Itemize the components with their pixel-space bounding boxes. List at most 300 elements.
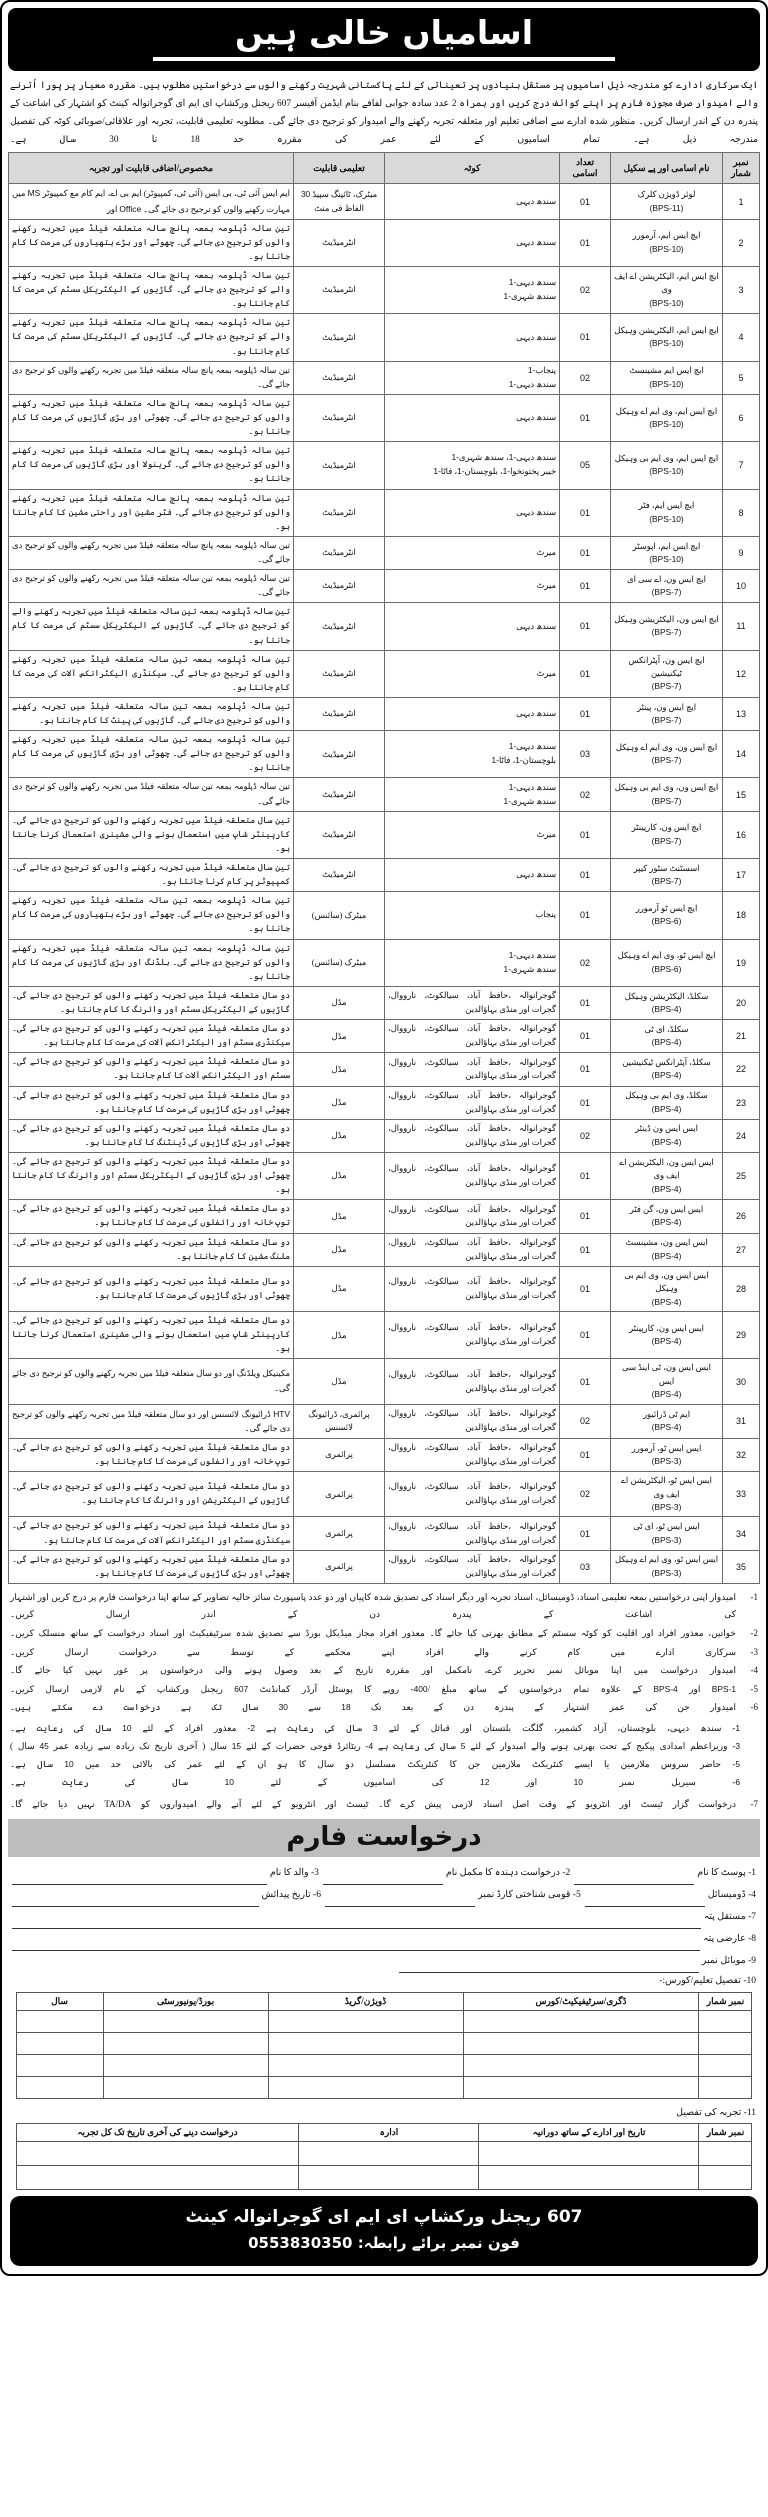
cell-quota: گوجرانوالہ ،حافظ آباد، سیالکوٹ، نارووال، گجرات اور منڈی بہاؤالدین: [385, 986, 560, 1019]
cell-education: مڈل: [294, 1053, 385, 1086]
cell-experience: تین سالہ ڈپلومہ بمعہ تین سالہ متعلقہ فیلڈ میں تجربہ رکھنے والوں کو ترجیح دی جائے گی۔ بلڈنگ اور بڑی گاڑیوں کی مرمت کا کام جانتا ہو۔: [9, 939, 294, 986]
cell-post-name: ایچ ایس ایم، آرمورر (BPS-10): [611, 219, 723, 266]
cell-post-name: ایچ ایس ایم، اپوسٹر (BPS-10): [611, 536, 723, 569]
cell-quota: میرٹ: [385, 536, 560, 569]
form-row-3: [8, 1907, 760, 1929]
cell-serial: 29: [723, 1312, 760, 1359]
table-row: [9, 986, 760, 1019]
cell-post-name: ایچ ایس ایم، وی ایم اے وہیکل (BPS-10): [611, 394, 723, 441]
cell-post-name: ایچ ایس ایم مشینسٹ (BPS-10): [611, 361, 723, 394]
cell-quota: سندھ دیہی: [385, 489, 560, 536]
cell-post-name: ایس ایس ون، مشینسٹ (BPS-4): [611, 1233, 723, 1266]
header-banner: [8, 8, 760, 71]
cell-experience: دو سال متعلقہ فیلڈ میں تجربہ رکھنے والوں کو ترجیح دی جائے گی۔ چھوٹی اور بڑی گاڑیوں کی مرمت کا کام جانتا ہو۔: [9, 1266, 294, 1311]
cell-serial: 26: [723, 1200, 760, 1233]
cell-post-name: ایچ ایس ون، وی ایم اے وہیکل (BPS-7): [611, 731, 723, 778]
cell-experience: تین سالہ ڈپلومہ بمعہ پانچ سالہ متعلقہ فیلڈ میں تجربہ رکھنے والے کو ترجیح دی جائے گی۔ گاڑیوں کے الیکٹریکل سسٹم کی مرمت کا کام جانتا ہو۔: [9, 314, 294, 361]
cell-count: 02: [560, 1472, 611, 1517]
cell-serial: 17: [723, 859, 760, 892]
edu-th-serial: نمبر شمار: [699, 1992, 752, 2010]
form-cell[interactable]: [103, 2032, 268, 2054]
cell-count: 02: [560, 266, 611, 313]
form-cell[interactable]: [16, 2165, 299, 2189]
cell-experience: دو سال متعلقہ فیلڈ میں تجربہ رکھنے والوں کو ترجیح دی جائے گی۔ سیکنڈری سسٹم اور الیکٹرانکس آلات کی مرمت کا کام جانتا ہو۔: [9, 1517, 294, 1550]
education-table-body: [16, 2010, 752, 2098]
form-cell[interactable]: [16, 2141, 299, 2165]
field-cnic-input[interactable]: [325, 1895, 475, 1907]
cell-education: انٹرمیڈیٹ: [294, 697, 385, 730]
note-number: 6-: [750, 1702, 758, 1713]
cell-experience: دو سال متعلقہ فیلڈ میں تجربہ رکھنے والوں کو ترجیح دی جائے گی۔ سیکنڈری سسٹم اور الیکٹرانکس آلات کی مرمت کا کام جانتا ہو۔: [9, 1020, 294, 1053]
cell-post-name: ایس ایس ون ڈینٹر (BPS-4): [611, 1119, 723, 1152]
contact-phone: فون نمبر برائے رابطہ: 0553830350: [248, 2234, 520, 2252]
cell-experience: تین سالہ ڈپلومہ بمعہ تین سالہ متعلقہ فیلڈ میں تجربہ رکھنے والوں کو ترجیح دی جائے گی۔ سیکنڈری الیکٹرانکس آلات کی مرمت کا کام جانتا ہو۔: [9, 650, 294, 697]
cell-count: 01: [560, 1517, 611, 1550]
cell-post-name: ایچ ایس ون، وی ایم بی وہیکل (BPS-7): [611, 778, 723, 811]
cell-education: مڈل: [294, 1153, 385, 1200]
form-cell[interactable]: [16, 2032, 103, 2054]
cell-post-name: ایس ایس ون، ٹی اینڈ سی ایس (BPS-4): [611, 1359, 723, 1404]
footer-banner: [10, 2196, 758, 2266]
cell-serial: 23: [723, 1086, 760, 1119]
table-row: [9, 939, 760, 986]
th-quota: کوٹہ: [385, 153, 560, 184]
cell-quota: گوجرانوالہ ،حافظ آباد، سیالکوٹ، نارووال، گجرات اور منڈی بہاؤالدین: [385, 1200, 560, 1233]
cell-quota: سندھ دیہی-1 سندھ شہری-1: [385, 939, 560, 986]
age-relaxation-item: 3- وزیراعظم امدادی پیکیج کے تحت بھرتی ہونے والے امیدوار کے لئے 5 سال کی رعایت ہے 4- ریٹائرڈ فوجی حضرات کے لئے 15 سال ( آخری تاریخ تک زیادہ سے زیادہ عمر 45 سال ): [10, 1740, 740, 1751]
cell-quota: گوجرانوالہ ،حافظ آباد، سیالکوٹ، نارووال، گجرات اور منڈی بہاؤالدین: [385, 1404, 560, 1438]
th-count: تعداد اسامی: [560, 153, 611, 184]
edu-th-board: بورڈ/یونیورسٹی: [103, 1992, 268, 2010]
organization-name: 607 ریجنل ورکشاپ ای ایم ای گوجرانوالہ کینٹ: [185, 2206, 583, 2227]
cell-serial: 7: [723, 442, 760, 489]
cell-quota: گوجرانوالہ ،حافظ آباد، سیالکوٹ، نارووال، گجرات اور منڈی بہاؤالدین: [385, 1312, 560, 1359]
field-permanent-address-input[interactable]: [12, 1917, 701, 1929]
experience-section-label: 11- تجربہ کی تفصیل: [676, 2107, 756, 2118]
cell-post-name: ایچ ایس ون، اے سی ای (BPS-7): [611, 570, 723, 603]
form-row-5: [8, 1951, 760, 1973]
field-father-name: [12, 1863, 319, 1885]
table-row: [9, 219, 760, 266]
cell-experience: تین سالہ ڈپلومہ بمعہ پانچ سالہ متعلقہ فیلڈ میں تجربہ رکھنے والوں کو ترجیح دی جائے گی۔ فٹر مشین اور راحتی مشین کا کام جانتا ہو۔: [9, 489, 294, 536]
field-mobile-label: 9- موبائل نمبر: [701, 1955, 756, 1966]
cell-quota: سندھ دیہی: [385, 603, 560, 650]
list-item: [10, 1662, 758, 1680]
experience-row: [16, 2141, 752, 2165]
cell-serial: 16: [723, 811, 760, 858]
form-cell[interactable]: [299, 2165, 479, 2189]
cell-serial: 19: [723, 939, 760, 986]
form-cell[interactable]: [699, 2054, 752, 2076]
cell-serial: 20: [723, 986, 760, 1019]
list-item: [10, 1699, 758, 1717]
cell-serial: 33: [723, 1472, 760, 1517]
cell-count: 01: [560, 1200, 611, 1233]
cell-quota: سندھ دیہی: [385, 697, 560, 730]
form-cell[interactable]: [699, 2165, 752, 2189]
cell-post-name: اسسٹنٹ سٹور کیپر (BPS-7): [611, 859, 723, 892]
cell-experience: دو سال متعلقہ فیلڈ میں تجربہ رکھنے والوں کو ترجیح دی جائے گی۔ کارپینٹر شاپ میں استعمال ہونے والی مشینری استعمال کرنا جانتا ہو۔: [9, 1312, 294, 1359]
cell-count: 01: [560, 859, 611, 892]
cell-experience: دو سال متعلقہ فیلڈ میں تجربہ رکھنے والوں کو ترجیح دی جائے گی۔ گاڑیوں کے الیکٹریشن اور وائرنگ کا کام جانتا ہو۔: [9, 1472, 294, 1517]
table-row: [9, 1438, 760, 1471]
cell-post-name: ایچ ایس ون، پینٹر (BPS-7): [611, 697, 723, 730]
education-row: [16, 2076, 752, 2098]
th-education: تعلیمی قابلیت: [294, 153, 385, 184]
exp-th-serial: نمبر شمار: [699, 2123, 752, 2141]
th-experience: مخصوص/اضافی قابلیت اور تجربہ: [9, 153, 294, 184]
cell-count: 01: [560, 986, 611, 1019]
form-cell[interactable]: [268, 2076, 463, 2098]
application-form-header: [8, 1819, 760, 1857]
table-row: [9, 778, 760, 811]
form-cell[interactable]: [463, 2032, 699, 2054]
th-serial: نمبر شمار: [723, 153, 760, 184]
form-cell[interactable]: [699, 2141, 752, 2165]
table-row: [9, 1312, 760, 1359]
cell-education: انٹرمیڈیٹ: [294, 314, 385, 361]
cell-post-name: ایچ ایس ایم، وی ایم بی وہیکل (BPS-10): [611, 442, 723, 489]
cell-experience: تین سالہ ڈپلومہ بمعہ پانچ سالہ متعلقہ فیلڈ میں تجربہ رکھنے والوں کو ترجیح دی جائے گی۔ گرینولا اور بڑی گاڑیوں کی مرمت کا کام جانتا ہو۔: [9, 442, 294, 489]
exp-th-duration: تاریخ اور ادارے کے ساتھ دورانیہ: [479, 2123, 699, 2141]
cell-quota: سندھ دیہی-1 بلوچستان-1، فاٹا-1: [385, 731, 560, 778]
cell-education: مڈل: [294, 1020, 385, 1053]
cell-serial: 9: [723, 536, 760, 569]
cell-experience: تین سالہ ڈپلومہ بمعہ پانچ سالہ متعلقہ فیلڈ میں تجربہ رکھنے والوں کو ترجیح دی جائے گی۔ چھوٹی اور بڑی گاڑیوں کی مرمت کا کام جانتا ہو۔: [9, 394, 294, 441]
form-row-2: [8, 1885, 760, 1907]
table-row: [9, 1233, 760, 1266]
cell-experience: تین سالہ ڈپلومہ بمعہ تین سالہ متعلقہ فیلڈ میں تجربہ رکھنے والے کو ترجیح دی جائے گی۔ گاڑیوں کے الیکٹریکل سسٹم کی مرمت کا کام جانتا ہو۔: [9, 603, 294, 650]
education-row: [16, 2032, 752, 2054]
experience-table-body: [16, 2141, 752, 2189]
cell-education: مڈل: [294, 1086, 385, 1119]
cell-education: میٹرک (سائنس): [294, 939, 385, 986]
title-underline: [153, 57, 614, 61]
cell-education: پرائمری، ڈرائیونگ لائسنس: [294, 1404, 385, 1438]
list-item: [10, 1681, 758, 1699]
table-row: [9, 1472, 760, 1517]
field-post-name-label: 1- پوسٹ کا نام: [697, 1868, 756, 1879]
cell-post-name: ایچ ایس ایم، الیکٹریشن وہیکل (BPS-10): [611, 314, 723, 361]
experience-row: [16, 2165, 752, 2189]
list-item: [10, 1589, 758, 1624]
table-row: [9, 570, 760, 603]
form-cell[interactable]: [699, 2076, 752, 2098]
field-domicile-label: 4- ڈومیسائل: [707, 1890, 756, 1901]
form-cell[interactable]: [16, 2076, 103, 2098]
cell-experience: تین سالہ ڈپلومہ بمعہ تین سالہ متعلقہ فیلڈ میں تجربہ رکھنے والوں کو ترجیح دی جائے گی۔ چھوٹے اور بڑے ہتھیاروں کی مرمت کا کام جانتا ہو۔: [9, 892, 294, 939]
cell-experience: دو سال متعلقہ فیلڈ میں تجربہ رکھنے والوں کو ترجیح دی جائے گی۔ گاڑیوں کے الیکٹریکل سسٹم اور وائرنگ کا کام جانتا ہو۔: [9, 986, 294, 1019]
cell-education: انٹرمیڈیٹ: [294, 778, 385, 811]
cell-serial: 1: [723, 184, 760, 219]
cell-quota: گوجرانوالہ ،حافظ آباد، سیالکوٹ، نارووال، گجرات اور منڈی بہاؤالدین: [385, 1438, 560, 1471]
cell-serial: 15: [723, 778, 760, 811]
cell-education: انٹرمیڈیٹ: [294, 489, 385, 536]
cell-quota: گوجرانوالہ ،حافظ آباد، سیالکوٹ، نارووال، گجرات اور منڈی بہاؤالدین: [385, 1517, 560, 1550]
cell-experience: دو سال متعلقہ فیلڈ میں تجربہ رکھنے والوں کو ترجیح دی جائے گی۔ ملنگ مشین کا کام جانتا ہو۔: [9, 1233, 294, 1266]
cell-count: 01: [560, 1312, 611, 1359]
cell-post-name: ایچ ایس ٹو، وی ایم اے وہیکل (BPS-6): [611, 939, 723, 986]
cell-quota: سندھ دیہی: [385, 219, 560, 266]
cell-quota: سندھ دیہی-1 سندھ شہری-1: [385, 266, 560, 313]
form-cell[interactable]: [268, 2032, 463, 2054]
cell-quota: سندھ دیہی: [385, 394, 560, 441]
cell-quota: گوجرانوالہ ،حافظ آباد، سیالکوٹ، نارووال، گجرات اور منڈی بہاؤالدین: [385, 1020, 560, 1053]
cell-education: انٹرمیڈیٹ: [294, 442, 385, 489]
cell-serial: 21: [723, 1020, 760, 1053]
cell-education: پرائمری: [294, 1550, 385, 1583]
table-row: [9, 1200, 760, 1233]
cell-count: 01: [560, 892, 611, 939]
cell-count: 01: [560, 603, 611, 650]
note-number: 1-: [750, 1591, 758, 1602]
cell-count: 02: [560, 939, 611, 986]
cell-education: مڈل: [294, 1200, 385, 1233]
experience-table-header-row: [16, 2123, 752, 2141]
cell-post-name: ایچ ایس ایم، فٹر (BPS-10): [611, 489, 723, 536]
field-post-name-input[interactable]: [574, 1873, 694, 1885]
cell-post-name: ایچ ایس ون، کارپینٹر (BPS-7): [611, 811, 723, 858]
cell-count: 01: [560, 697, 611, 730]
field-dob: [12, 1885, 321, 1907]
cell-serial: 35: [723, 1550, 760, 1583]
note-number: 3-: [750, 1646, 758, 1657]
form-cell[interactable]: [463, 2054, 699, 2076]
cell-education: انٹرمیڈیٹ: [294, 859, 385, 892]
cell-quota: سندھ دیہی: [385, 314, 560, 361]
cell-experience: تین سالہ ڈپلومہ بمعہ تین سالہ متعلقہ فیلڈ میں تجربہ رکھنے والوں کو ترجیح دی جائے گی۔ چھوٹی اور بڑی گاڑیوں کی مرمت کا کام جانتا ہو۔: [9, 731, 294, 778]
table-row: [9, 731, 760, 778]
field-permanent-address: [12, 1907, 756, 1929]
cell-quota: گوجرانوالہ ،حافظ آباد، سیالکوٹ، نارووال، گجرات اور منڈی بہاؤالدین: [385, 1086, 560, 1119]
cell-count: 05: [560, 442, 611, 489]
cell-post-name: ایم ٹی ڈرائیور (BPS-4): [611, 1404, 723, 1438]
form-cell[interactable]: [479, 2141, 699, 2165]
form-row-1: [8, 1863, 760, 1885]
form-cell[interactable]: [16, 2010, 103, 2032]
field-cnic: [325, 1885, 581, 1907]
intro-paragraph: ایک سرکاری ادارے کو مندرجہ ذیل اسامیوں پر مستقل بنیادوں پر تعیناتی کے لئے پاکستانی شہریت رکھنے والوں سے درخواستیں مطلوب ہیں۔ مقررہ معیار پر پورا اُترنے والے امیدوار صرف مجوزہ فارم پر اپنے کوائف درج کریں اور ہمراہ 2 عدد سادہ جوابی لفافے بنام ایڈمن آفیسر 607 ریجنل ورکشاپ ای ایم ای گوجرانوالہ کینٹ کو اشتہار کی اشاعت کے پندرہ دن کے اندر ارسال کریں۔ منظور شدہ ادارے سے اضافی تعلیم اور متعلقہ تجربہ رکھنے والے امیدوار کو ترجیح دی جائے گی۔ مطلوبہ تعلیمی قابلیت، تجربہ اور علاقائی/صوبائی کوٹہ کی تفصیل مندرجہ ذیل ہے۔ تمام اسامیوں کے لئے عمر کی مقررہ حد 18 تا 30 سال ہے۔: [10, 80, 758, 146]
cell-serial: 2: [723, 219, 760, 266]
cell-quota: سندھ دیہی: [385, 859, 560, 892]
field-permanent-address-label: 7- مستقل پتہ: [703, 1911, 756, 1922]
form-cell[interactable]: [699, 2010, 752, 2032]
note-text: BPS-1 اور BPS-4 کے علاوہ تمام درخواستوں کے ساتھ مبلغ /400- روپے کا پوسٹل آرڈر کمانڈنٹ 607 ریجنل ورکشاپ کے نام لازمی ارسال کریں۔: [10, 1683, 736, 1694]
cell-experience: تین سال متعلقہ فیلڈ میں تجربہ رکھنے والوں کو ترجیح دی جائے گی۔ کمپیوٹر پر کام کرنا جانتا ہو۔: [9, 859, 294, 892]
table-row: [9, 394, 760, 441]
field-domicile: [585, 1885, 756, 1907]
field-father-name-input[interactable]: [12, 1873, 267, 1885]
cell-experience: دو سال متعلقہ فیلڈ میں تجربہ رکھنے والوں کو ترجیح دی جائے گی۔ چھوٹی اور بڑی گاڑیوں کے الیکٹریکل سسٹم اور وائرنگ کا کام جانتا ہو۔: [9, 1153, 294, 1200]
cell-count: 01: [560, 489, 611, 536]
cell-serial: 10: [723, 570, 760, 603]
table-row: [9, 489, 760, 536]
cell-quota: گوجرانوالہ ،حافظ آباد، سیالکوٹ، نارووال، گجرات اور منڈی بہاؤالدین: [385, 1359, 560, 1404]
cell-experience: تین سالہ ڈپلومہ بمعہ تین سالہ متعلقہ فیلڈ میں تجربہ رکھنے والوں کو ترجیح دی جائے گی۔: [9, 570, 294, 603]
cell-experience: دو سال متعلقہ فیلڈ میں تجربہ رکھنے والوں کو ترجیح دی جائے گی۔ چھوٹی اور بڑی گاڑیوں کی مرمت کا کام جانتا ہو۔: [9, 1550, 294, 1583]
form-cell[interactable]: [299, 2141, 479, 2165]
form-cell[interactable]: [479, 2165, 699, 2189]
list-item: [10, 1625, 758, 1643]
cell-education: میٹرک (سائنس): [294, 892, 385, 939]
cell-post-name: ایس ایس ٹو، وی ایم اے وہیکل (BPS-3): [611, 1550, 723, 1583]
cell-education: انٹرمیڈیٹ: [294, 394, 385, 441]
form-cell[interactable]: [463, 2076, 699, 2098]
table-row: [9, 184, 760, 219]
page-title: اسامیاں خالی ہیں: [234, 13, 534, 52]
cell-quota: گوجرانوالہ ،حافظ آباد، سیالکوٹ، نارووال، گجرات اور منڈی بہاؤالدین: [385, 1153, 560, 1200]
cell-count: 01: [560, 1266, 611, 1311]
table-row: [9, 1550, 760, 1583]
cell-quota: گوجرانوالہ ،حافظ آباد، سیالکوٹ، نارووال، گجرات اور منڈی بہاؤالدین: [385, 1550, 560, 1583]
cell-experience: تین سالہ ڈپلومہ بمعہ تین سالہ متعلقہ فیلڈ میں تجربہ رکھنے والوں کو ترجیح دی جائے گی۔: [9, 778, 294, 811]
note-number: 5-: [750, 1683, 758, 1694]
cell-quota: گوجرانوالہ ،حافظ آباد، سیالکوٹ، نارووال، گجرات اور منڈی بہاؤالدین: [385, 1233, 560, 1266]
exp-th-org: ادارہ: [299, 2123, 479, 2141]
form-cell[interactable]: [103, 2054, 268, 2076]
cell-serial: 8: [723, 489, 760, 536]
cell-serial: 14: [723, 731, 760, 778]
cell-education: انٹرمیڈیٹ: [294, 570, 385, 603]
cell-quota: پنجاب-1 سندھ دیہی-1: [385, 361, 560, 394]
cell-post-name: ایس ایس ون، کارپینٹر (BPS-4): [611, 1312, 723, 1359]
cell-post-name: سکلڈ، الیکٹریشن وہیکل (BPS-4): [611, 986, 723, 1019]
cell-count: 01: [560, 219, 611, 266]
vacancies-table: [8, 152, 760, 1583]
cell-serial: 24: [723, 1119, 760, 1152]
field-mobile: [12, 1951, 756, 1973]
cell-education: انٹرمیڈیٹ: [294, 536, 385, 569]
cell-post-name: ایس ایس ون، الیکٹریشن اے ایف وی (BPS-4): [611, 1153, 723, 1200]
table-row: [9, 1020, 760, 1053]
cell-experience: مکینیکل ویلڈنگ اور دو سال متعلقہ فیلڈ میں تجربہ رکھنے والوں کو ترجیح دی جائے گی۔: [9, 1359, 294, 1404]
cell-experience: تین سالہ ڈپلومہ بمعہ پانچ سالہ متعلقہ فیلڈ میں تجربہ رکھنے والے کو ترجیح دی جائے گی۔ گاڑیوں کے الیکٹریکل سسٹم کی مرمت کا کام جانتا ہو۔: [9, 266, 294, 313]
note-text: سرکاری ادارے میں کام کرنے والے افراد اپنے محکمے کے توسط سے درخواست ارسال کریں۔: [10, 1646, 736, 1657]
cell-education: انٹرمیڈیٹ: [294, 650, 385, 697]
field-domicile-input[interactable]: [585, 1895, 705, 1907]
note-number: 2-: [750, 1628, 758, 1638]
table-row: [9, 1359, 760, 1404]
age-relaxation-list: [10, 1719, 740, 1791]
field-mobile-input[interactable]: [399, 1961, 699, 1973]
cell-serial: 28: [723, 1266, 760, 1311]
field-applicant-name-input[interactable]: [323, 1873, 443, 1885]
cell-education: مڈل: [294, 1266, 385, 1311]
table-row: [9, 361, 760, 394]
cell-count: 01: [560, 650, 611, 697]
cell-post-name: ایچ ایس ایم، الیکٹریشن اے ایف وی (BPS-10): [611, 266, 723, 313]
table-row: [9, 892, 760, 939]
cell-serial: 5: [723, 361, 760, 394]
field-temporary-address-input[interactable]: [12, 1939, 700, 1951]
form-cell[interactable]: [463, 2010, 699, 2032]
cell-education: مڈل: [294, 986, 385, 1019]
field-post-name: [574, 1863, 756, 1885]
cell-serial: 18: [723, 892, 760, 939]
cell-experience: ایم ایس آئی ٹی، بی ایس (آئی ٹی، کمپیوٹر) ایم بی اے، ایم کام مع کمپیوٹر MS میں مہارت رکھنے والوں کو ترجیح دی جائے گی۔ Office اور: [9, 184, 294, 219]
field-temporary-address: [12, 1929, 756, 1951]
cell-count: 01: [560, 1359, 611, 1404]
cell-quota: میرٹ: [385, 570, 560, 603]
cell-serial: 22: [723, 1053, 760, 1086]
cell-quota: گوجرانوالہ ،حافظ آباد، سیالکوٹ، نارووال، گجرات اور منڈی بہاؤالدین: [385, 1472, 560, 1517]
cell-post-name: لوئر ڈویژن کلرک (BPS-11): [611, 184, 723, 219]
cell-experience: تین سالہ ڈپلومہ بمعہ تین سالہ متعلقہ فیلڈ میں تجربہ رکھنے والوں کو ترجیح دی جائے گی۔ گاڑیوں کی پینٹ کا کام جانتا ہو۔: [9, 697, 294, 730]
cell-quota: گوجرانوالہ ،حافظ آباد، سیالکوٹ، نارووال، گجرات اور منڈی بہاؤالدین: [385, 1053, 560, 1086]
table-row: [9, 811, 760, 858]
form-cell[interactable]: [103, 2010, 268, 2032]
cell-count: 01: [560, 1233, 611, 1266]
note-number: 7-: [750, 1798, 758, 1809]
cell-quota: میرٹ: [385, 811, 560, 858]
note-number: 4-: [750, 1665, 758, 1676]
cell-quota: گوجرانوالہ ،حافظ آباد، سیالکوٹ، نارووال، گجرات اور منڈی بہاؤالدین: [385, 1266, 560, 1311]
cell-post-name: ایچ ایس ٹو آرمورر (BPS-6): [611, 892, 723, 939]
edu-th-degree: ڈگری/سرٹیفیکیٹ/کورس: [463, 1992, 699, 2010]
form-cell[interactable]: [699, 2032, 752, 2054]
cell-post-name: سکلڈ، آپٹرانکس ٹیکنیشین (BPS-4): [611, 1053, 723, 1086]
field-dob-input[interactable]: [12, 1895, 259, 1907]
experience-details-table: [16, 2123, 753, 2190]
cell-education: انٹرمیڈیٹ: [294, 266, 385, 313]
form-cell[interactable]: [16, 2054, 103, 2076]
cell-count: 01: [560, 811, 611, 858]
cell-education: مڈل: [294, 1312, 385, 1359]
cell-serial: 11: [723, 603, 760, 650]
cell-count: 01: [560, 1086, 611, 1119]
table-row: [9, 1119, 760, 1152]
application-form-title: درخواست فارم: [286, 1822, 482, 1853]
cell-experience: تین سالہ ڈپلومہ بمعہ پانچ سالہ متعلقہ فیلڈ میں تجربہ رکھنے والوں کو ترجیح دی جائے گی۔: [9, 536, 294, 569]
table-row: [9, 536, 760, 569]
cell-education: انٹرمیڈیٹ: [294, 361, 385, 394]
form-cell[interactable]: [268, 2054, 463, 2076]
edu-th-year: سال: [16, 1992, 103, 2010]
age-relaxation-item: 6- سیریل نمبر 10 اور 12 کی اسامیوں کے لئے 10 سال کی رعایت ہے۔: [10, 1776, 741, 1787]
exp-th-total: درخواست دینے کی آخری تاریخ تک کل تجربہ: [16, 2123, 299, 2141]
cell-count: 03: [560, 1550, 611, 1583]
field-cnic-label: 5- قومی شناختی کارڈ نمبر: [477, 1890, 581, 1901]
cell-count: 01: [560, 1438, 611, 1471]
form-cell[interactable]: [268, 2010, 463, 2032]
cell-experience: دو سال متعلقہ فیلڈ میں تجربہ رکھنے والوں کو ترجیح دی جائے گی۔ چھوٹی اور بڑی گاڑیوں کی ڈینٹنگ کا کام جانتا ہو۔: [9, 1119, 294, 1152]
table-row: [9, 314, 760, 361]
cell-count: 01: [560, 184, 611, 219]
note-text: خواتین، معذور افراد اور اقلیت کو کوٹہ سسٹم کے مطابق بھرتی کیا جائے گا۔ معذور افراد مجاز میڈیکل بورڈ سے تصدیق شدہ سرٹیفیکیٹ اور اسناد درخواست کے ساتھ منسلک کریں۔: [10, 1628, 736, 1638]
cell-education: انٹرمیڈیٹ: [294, 811, 385, 858]
cell-serial: 30: [723, 1359, 760, 1404]
cell-count: 01: [560, 314, 611, 361]
cell-education: پرائمری: [294, 1472, 385, 1517]
note-text: امیدوار درخواست میں اپنا موبائل نمبر تحریر کرے، نامکمل اور مقررہ تاریخ کے بعد وصول ہونے والی درخواستوں پر غور نہیں کیا جائے گا۔: [10, 1665, 736, 1676]
list-item: [10, 1796, 758, 1814]
edu-th-division: ڈویژن/گریڈ: [268, 1992, 463, 2010]
cell-serial: 12: [723, 650, 760, 697]
cell-post-name: ایچ ایس ون، آپٹرانکس ٹیکنیشین (BPS-7): [611, 650, 723, 697]
cell-count: 01: [560, 1053, 611, 1086]
table-row: [9, 697, 760, 730]
cell-count: 01: [560, 1153, 611, 1200]
cell-serial: 32: [723, 1438, 760, 1471]
conditions-list: [10, 1589, 758, 1717]
cell-serial: 27: [723, 1233, 760, 1266]
cell-serial: 34: [723, 1517, 760, 1550]
form-cell[interactable]: [103, 2076, 268, 2098]
cell-post-name: سکلڈ، وی ایم بی وہیکل (BPS-4): [611, 1086, 723, 1119]
cell-serial: 3: [723, 266, 760, 313]
cell-education: پرائمری: [294, 1517, 385, 1550]
cell-count: 02: [560, 361, 611, 394]
